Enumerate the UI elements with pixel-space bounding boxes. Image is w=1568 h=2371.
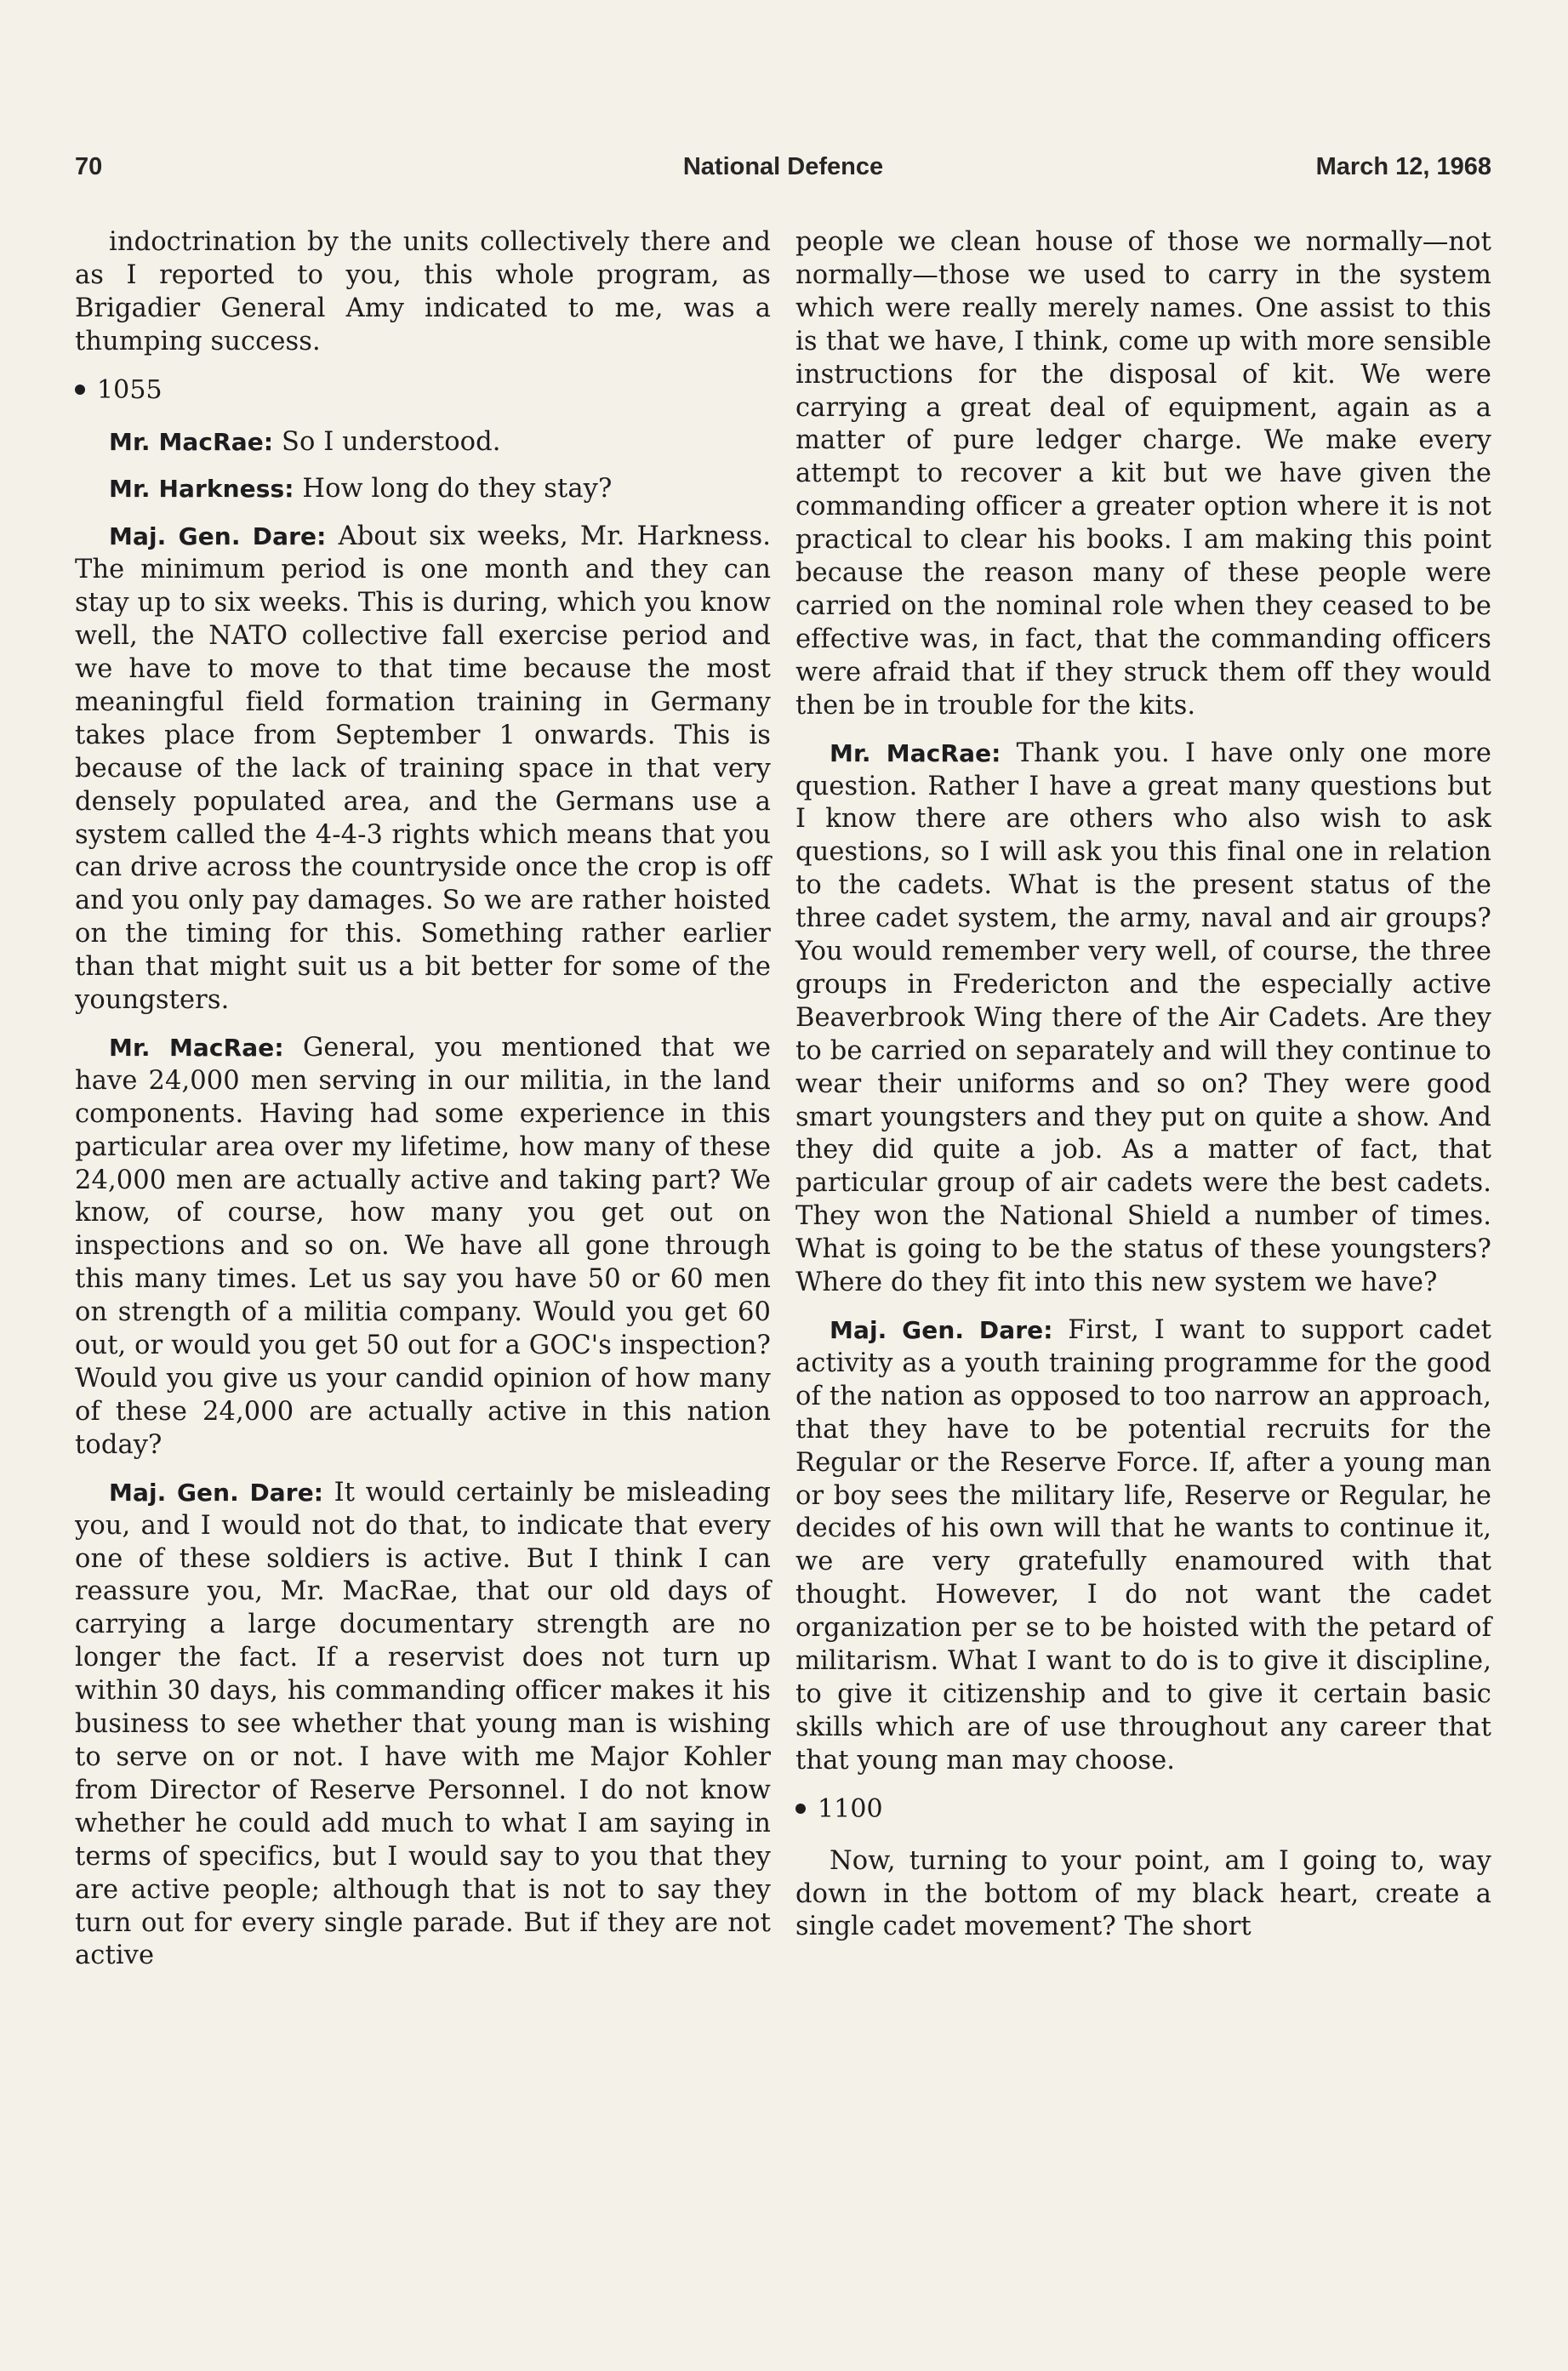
transcript-paragraph — [75, 426, 771, 459]
paragraph-text: So I understood. — [281, 426, 501, 457]
right-column — [795, 226, 1491, 1958]
paragraph-text: About six weeks, Mr. Harkness. The minimum period is one month and they can stay up to six weeks. This is during, which you know well, the NATO collective fall exercise period and we have to move to that time because the most meaningful field formation training in Germany takes place from September 1 onwards. This is because of the lack of training space in that very densely populated area, and the Germans use a system called the 4-4-3 rights which means that you can drive across the countryside once the crop is off and you only pay damages. So we are rather hoisted on the timing for this. Something rather earlier than that might suit us a bit better for some of the youngsters. — [75, 522, 771, 1016]
paragraph-text: How long do they stay? — [302, 474, 613, 504]
paragraph-text: Thank you. I have only one more question. Rather I have a great many questions but I know there are others who also wish to ask questions, so I will ask you this final one in relation to the cadets. What is the present status of the three cadet system, the army, naval and air groups? You would remember very well, of course, the three groups in Fredericton and the especially active Beaverbrook Wing there of the Air Cadets. Are they to be carried on separately and will they continue to wear their uniforms and so on? They were good smart youngsters and they put on quite a show. And they did quite a job. As a matter of fact, that particular group of air cadets were the best cadets. They won the National Shield a number of times. What is going to be the status of these youngsters? Where do they fit into this new system we have? — [795, 738, 1491, 1298]
speaker-name: Maj. Gen. Dare: — [109, 1478, 324, 1507]
speaker-name: Mr. MacRae: — [109, 427, 274, 456]
transcript-paragraph — [75, 1032, 771, 1462]
paragraph-text: It would certainly be misleading you, and I would not do that, to indicate that every one of these soldiers is active. But I think I can reassure you, Mr. MacRae, that our old days of carrying a large documentary strength are no longer the fact. If a reservist does not turn up within 30 days, his commanding officer makes it his business to see whether that young man is wishing to serve on or not. I have with me Major Kohler from Director of Reserve Personnel. I do not know whether he could add much to what I am saying in terms of specifics, but I would say to you that they are active people; although that is not to say they turn out for every single parade. But if they are not active — [75, 1477, 771, 1971]
time-stamp-text: 1100 — [818, 1793, 883, 1824]
speaker-name: Mr. MacRae: — [830, 738, 1001, 767]
paragraph-text: people we clean house of those we normally—not normally—those we used to carry in the system which were really merely names. One assist to this is that we have, I think, come up with more sensible instructions for the disposal of kit. We were carrying a great deal of equipment, again as a matter of pure ledger charge. We make every attempt to recover a kit but we have given the commanding officer a greater option where it is not practical to clear his books. I am making this point because the reason many of these people were carried on the nominal role when they ceased to be effective was, in fact, that the commanding officers were afraid that if they struck them off they would then be in trouble for the kits. — [795, 227, 1491, 721]
running-title: National Defence — [682, 153, 884, 180]
bullet-icon — [75, 385, 85, 395]
paragraph-text: indoctrination by the units collectively there and as I reported to you, this whole program, as Brigadier General Amy indicated to me, was a thumping success. — [75, 227, 771, 356]
speaker-name: Mr. Harkness: — [109, 475, 294, 504]
left-column — [75, 226, 771, 1987]
time-stamp — [795, 1793, 1491, 1827]
paragraph-text: First, I want to support cadet activity as a youth training programme for the good of the nation as opposed to too narrow an approach, that they have to be potential recruits for the Regular or the Reserve Force. If, after a young man or boy sees the military life, Reserve or Regular, he decides of his own will that he wants to continue it, we are very gratefully enamoured with that thought. However, I do not want the cadet organization per se to be hoisted with the petard of militarism. What I want to do is to give it discipline, to give it citizenship and to give it certain basic skills which are of use throughout any career that that young man may choose. — [795, 1315, 1491, 1775]
transcript-paragraph — [75, 1477, 771, 1974]
transcript-paragraph — [75, 226, 771, 359]
continued-paragraph — [795, 226, 1491, 723]
transcript-paragraph — [795, 1845, 1491, 1945]
time-stamp-text: 1055 — [97, 374, 163, 405]
speaker-name: Maj. Gen. Dare: — [109, 522, 327, 551]
transcript-paragraph — [795, 1314, 1491, 1778]
paragraph-text: General, you mentioned that we have 24,000 men serving in our militia, in the land components. Having had some experience in this particular area over my lifetime, how many of these 24,000 men are actually active and taking part? We know, of course, how many you get out on inspections and so on. We have all gone through this many times. Let us say you have 50 or 60 men on strength of a militia company. Would you get 60 out, or would you get 50 out for a GOC's inspection? Would you give us your candid opinion of how many of these 24,000 are actually active in this nation today? — [75, 1032, 771, 1460]
page-number: 70 — [75, 153, 103, 180]
speaker-name: Maj. Gen. Dare: — [830, 1316, 1053, 1344]
speaker-name: Mr. MacRae: — [109, 1033, 284, 1062]
transcript-paragraph — [795, 738, 1491, 1300]
transcript-paragraph — [75, 521, 771, 1017]
paragraph-text: Now, turning to your point, am I going to, way down in the bottom of my black heart, create a single cadet movement? The short — [795, 1845, 1491, 1942]
transcript-paragraph — [75, 473, 771, 506]
header-date: March 12, 1968 — [1315, 153, 1491, 180]
page-header — [75, 153, 1491, 191]
bullet-icon — [795, 1804, 806, 1814]
time-stamp — [75, 374, 771, 408]
